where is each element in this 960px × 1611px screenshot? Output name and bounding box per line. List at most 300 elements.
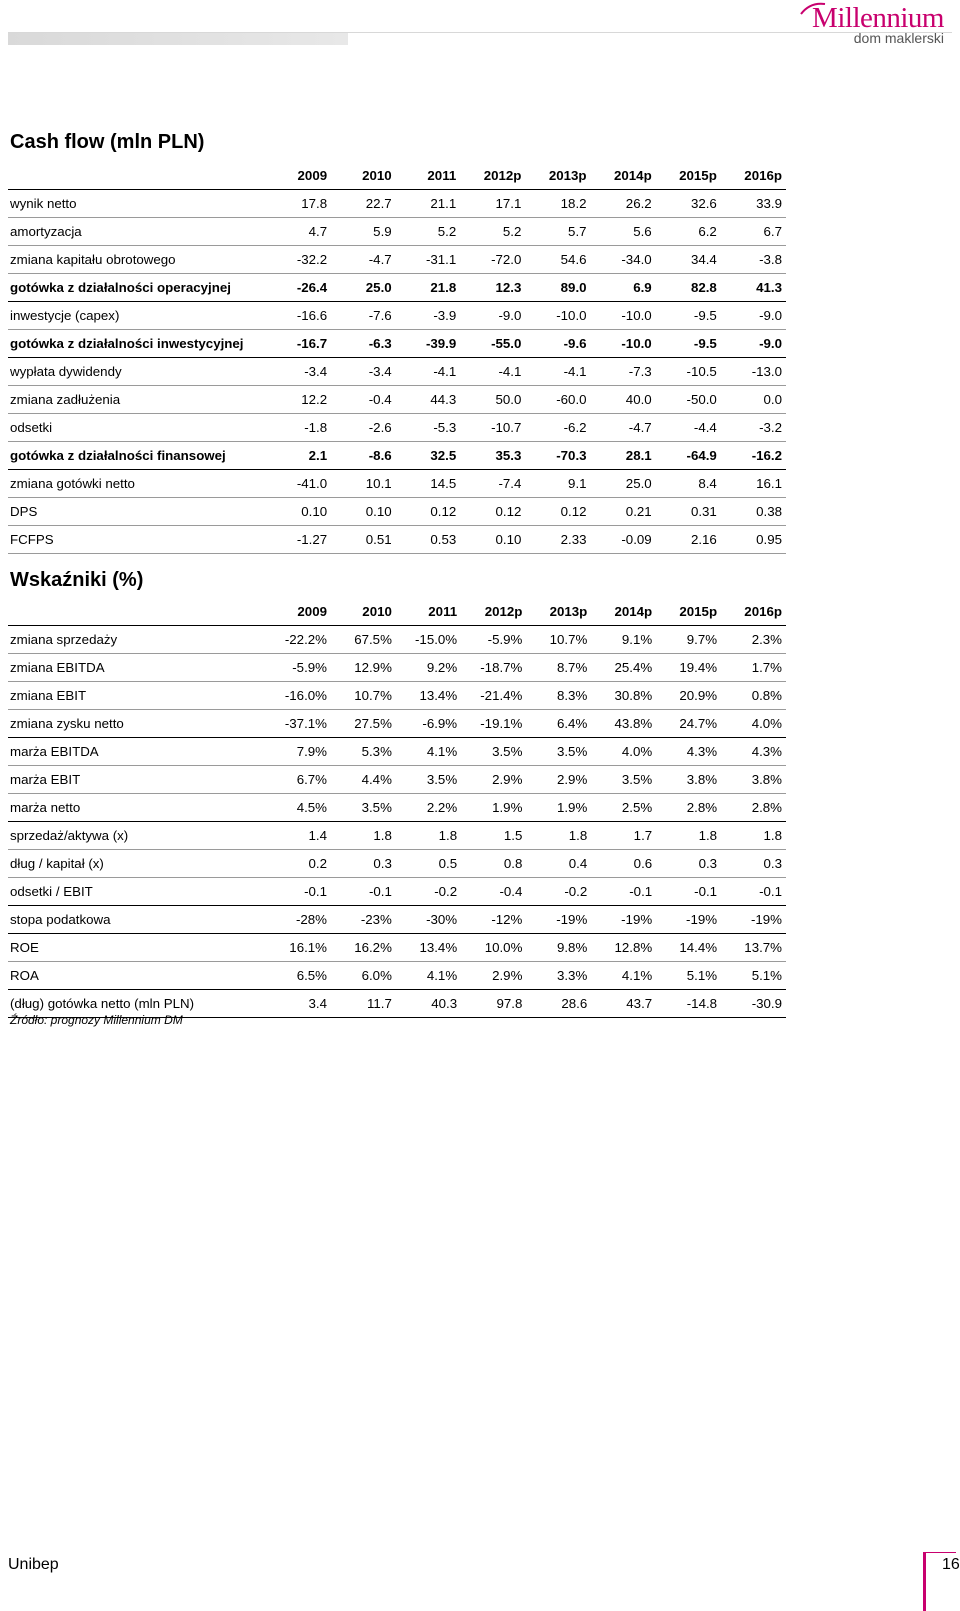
table-cell: 0.0 <box>721 386 786 414</box>
table-cell: 43.7 <box>591 990 656 1018</box>
row-label: zmiana EBIT <box>8 682 266 710</box>
table-row <box>8 498 786 526</box>
column-header: 2010 <box>331 598 396 626</box>
table-cell: -3.2 <box>721 414 786 442</box>
table-cell: -5.9% <box>266 654 331 682</box>
table-cell: -6.3 <box>331 330 396 358</box>
column-header: 2009 <box>266 598 331 626</box>
table-cell: 1.8 <box>396 822 461 850</box>
footer-accent-rule <box>926 1552 956 1553</box>
table-cell: 0.8% <box>721 682 786 710</box>
table-cell: -3.8 <box>721 246 786 274</box>
table-cell: 0.4 <box>526 850 591 878</box>
table-row <box>8 246 786 274</box>
table-cell: 4.7 <box>267 218 332 246</box>
column-header: 2012p <box>461 598 526 626</box>
table-cell: 4.1% <box>396 738 461 766</box>
column-header: 2016p <box>721 598 786 626</box>
table-cell: -39.9 <box>396 330 461 358</box>
table-cell: -10.5 <box>656 358 721 386</box>
header-label-cell <box>8 162 267 190</box>
table-cell: 19.4% <box>656 654 721 682</box>
table-cell: 1.8 <box>526 822 591 850</box>
table-cell: 89.0 <box>525 274 590 302</box>
table-row <box>8 906 786 934</box>
table-cell: -4.7 <box>331 246 396 274</box>
table-cell: -2.6 <box>331 414 396 442</box>
row-label: marża EBITDA <box>8 738 266 766</box>
row-label: odsetki / EBIT <box>8 878 266 906</box>
table-cell: 5.1% <box>656 962 721 990</box>
table-cell: 0.12 <box>396 498 461 526</box>
table-cell: -10.0 <box>591 330 656 358</box>
table-cell: -10.0 <box>591 302 656 330</box>
table-cell: 34.4 <box>656 246 721 274</box>
table-cell: -19% <box>721 906 786 934</box>
table-cell: 2.9% <box>526 766 591 794</box>
table-cell: 13.4% <box>396 934 461 962</box>
table-cell: 5.6 <box>591 218 656 246</box>
table-cell: -19.1% <box>461 710 526 738</box>
table-cell: -4.1 <box>460 358 525 386</box>
cashflow-title: Cash flow (mln PLN) <box>10 131 205 153</box>
table-cell: 6.0% <box>331 962 396 990</box>
table-cell: 0.10 <box>331 498 396 526</box>
table-cell: 44.3 <box>396 386 461 414</box>
brand-name: Millennium <box>812 2 944 34</box>
table-cell: 1.8 <box>331 822 396 850</box>
table-cell: -7.3 <box>591 358 656 386</box>
table-header-row <box>8 598 786 626</box>
table-cell: -9.0 <box>721 302 786 330</box>
table-cell: 1.7% <box>721 654 786 682</box>
table-cell: 1.8 <box>721 822 786 850</box>
table-cell: -19% <box>591 906 656 934</box>
table-cell: 6.5% <box>266 962 331 990</box>
table-cell: -7.4 <box>460 470 525 498</box>
table-cell: 5.3% <box>331 738 396 766</box>
table-cell: -23% <box>331 906 396 934</box>
column-header: 2014p <box>591 598 656 626</box>
table-cell: 8.4 <box>656 470 721 498</box>
table-cell: -0.2 <box>526 878 591 906</box>
table-cell: -21.4% <box>461 682 526 710</box>
table-cell: -3.9 <box>396 302 461 330</box>
table-cell: -10.0 <box>525 302 590 330</box>
row-label: odsetki <box>8 414 267 442</box>
table-cell: 2.5% <box>591 794 656 822</box>
table-cell: -0.4 <box>331 386 396 414</box>
table-cell: 4.5% <box>266 794 331 822</box>
table-cell: 1.9% <box>461 794 526 822</box>
table-cell: 41.3 <box>721 274 786 302</box>
table-cell: 0.2 <box>266 850 331 878</box>
table-cell: 82.8 <box>656 274 721 302</box>
header-label-cell <box>8 598 266 626</box>
row-label: zmiana gotówki netto <box>8 470 267 498</box>
table-cell: 22.7 <box>331 190 396 218</box>
table-cell: 3.8% <box>656 766 721 794</box>
table-cell: 0.12 <box>525 498 590 526</box>
table-cell: -8.6 <box>331 442 396 470</box>
table-cell: 9.2% <box>396 654 461 682</box>
table-cell: 2.33 <box>525 526 590 554</box>
table-cell: 6.2 <box>656 218 721 246</box>
table-cell: 3.5% <box>396 766 461 794</box>
table-cell: 0.5 <box>396 850 461 878</box>
table-cell: -12% <box>461 906 526 934</box>
table-cell: -13.0 <box>721 358 786 386</box>
table-row <box>8 274 786 302</box>
table-cell: -0.1 <box>266 878 331 906</box>
table-cell: 2.8% <box>721 794 786 822</box>
row-label: dług / kapitał (x) <box>8 850 266 878</box>
row-label: inwestycje (capex) <box>8 302 267 330</box>
table-row <box>8 682 786 710</box>
table-cell: 13.4% <box>396 682 461 710</box>
table-cell: 0.8 <box>461 850 526 878</box>
table-cell: 16.1 <box>721 470 786 498</box>
table-cell: 5.7 <box>525 218 590 246</box>
table-cell: -0.1 <box>721 878 786 906</box>
table-cell: -50.0 <box>656 386 721 414</box>
table-cell: 9.1 <box>525 470 590 498</box>
table-cell: -3.4 <box>267 358 332 386</box>
table-cell: 26.2 <box>591 190 656 218</box>
table-cell: -4.1 <box>525 358 590 386</box>
table-cell: -5.3 <box>396 414 461 442</box>
table-cell: 0.3 <box>721 850 786 878</box>
row-label: gotówka z działalności finansowej <box>8 442 267 470</box>
cashflow-table <box>8 162 786 554</box>
table-cell: 10.7% <box>526 626 591 654</box>
table-cell: 13.7% <box>721 934 786 962</box>
table-cell: 2.8% <box>656 794 721 822</box>
table-cell: -31.1 <box>396 246 461 274</box>
table-cell: 3.5% <box>331 794 396 822</box>
table-cell: 17.1 <box>460 190 525 218</box>
table-cell: 0.12 <box>460 498 525 526</box>
table-cell: 16.2% <box>331 934 396 962</box>
page-number: 16 <box>942 1556 960 1573</box>
column-header: 2016p <box>721 162 786 190</box>
table-cell: 2.16 <box>656 526 721 554</box>
table-cell: 0.10 <box>267 498 332 526</box>
table-cell: -18.7% <box>461 654 526 682</box>
table-cell: 25.4% <box>591 654 656 682</box>
table-cell: 5.2 <box>460 218 525 246</box>
column-header: 2014p <box>591 162 656 190</box>
table-cell: 28.1 <box>591 442 656 470</box>
table-cell: -55.0 <box>460 330 525 358</box>
column-header: 2012p <box>460 162 525 190</box>
table-cell: 1.8 <box>656 822 721 850</box>
table-row <box>8 934 786 962</box>
table-row <box>8 766 786 794</box>
table-cell: -9.0 <box>721 330 786 358</box>
table-cell: 0.21 <box>591 498 656 526</box>
table-row <box>8 878 786 906</box>
table-cell: 5.9 <box>331 218 396 246</box>
table-cell: 25.0 <box>591 470 656 498</box>
table-cell: -19% <box>526 906 591 934</box>
column-header: 2009 <box>267 162 332 190</box>
table-cell: 32.6 <box>656 190 721 218</box>
table-cell: -5.9% <box>461 626 526 654</box>
table-row <box>8 330 786 358</box>
brand-subtitle: dom maklerski <box>853 30 944 46</box>
table-cell: 17.8 <box>267 190 332 218</box>
table-cell: -41.0 <box>267 470 332 498</box>
table-cell: -34.0 <box>591 246 656 274</box>
table-cell: 28.6 <box>526 990 591 1018</box>
table-cell: -1.8 <box>267 414 332 442</box>
table-cell: -0.1 <box>656 878 721 906</box>
table-cell: 12.9% <box>331 654 396 682</box>
table-cell: -72.0 <box>460 246 525 274</box>
table-cell: 0.31 <box>656 498 721 526</box>
table-cell: 67.5% <box>331 626 396 654</box>
table-cell: 2.1 <box>267 442 332 470</box>
table-cell: 4.1% <box>591 962 656 990</box>
column-header: 2011 <box>396 598 461 626</box>
row-label: FCFPS <box>8 526 267 554</box>
table-cell: 0.3 <box>656 850 721 878</box>
column-header: 2015p <box>656 162 721 190</box>
table-cell: 97.8 <box>461 990 526 1018</box>
table-cell: 0.38 <box>721 498 786 526</box>
table-cell: 25.0 <box>331 274 396 302</box>
table-cell: 21.8 <box>396 274 461 302</box>
row-label: zmiana sprzedaży <box>8 626 266 654</box>
table-cell: -4.7 <box>591 414 656 442</box>
table-cell: -60.0 <box>525 386 590 414</box>
row-label: sprzedaż/aktywa (x) <box>8 822 266 850</box>
table-cell: -0.2 <box>396 878 461 906</box>
table-cell: -9.5 <box>656 330 721 358</box>
table-cell: -19% <box>656 906 721 934</box>
table-cell: 12.3 <box>460 274 525 302</box>
row-label: amortyzacja <box>8 218 267 246</box>
table-cell: -14.8 <box>656 990 721 1018</box>
table-cell: -26.4 <box>267 274 332 302</box>
table-row <box>8 386 786 414</box>
table-cell: -10.7 <box>460 414 525 442</box>
column-header: 2010 <box>331 162 396 190</box>
table-cell: 8.3% <box>526 682 591 710</box>
table-row <box>8 414 786 442</box>
table-cell: 4.3% <box>656 738 721 766</box>
table-cell: -16.6 <box>267 302 332 330</box>
row-label: ROA <box>8 962 266 990</box>
footer-accent-line <box>923 1552 926 1611</box>
row-label: gotówka z działalności inwestycyjnej <box>8 330 267 358</box>
table-cell: -0.1 <box>331 878 396 906</box>
table-cell: 0.51 <box>331 526 396 554</box>
table-cell: 18.2 <box>525 190 590 218</box>
table-cell: 16.1% <box>266 934 331 962</box>
row-label: stopa podatkowa <box>8 906 266 934</box>
table-cell: 2.2% <box>396 794 461 822</box>
table-cell: 40.3 <box>396 990 461 1018</box>
table-cell: -37.1% <box>266 710 331 738</box>
table-cell: -0.1 <box>591 878 656 906</box>
table-row <box>8 710 786 738</box>
table-cell: 32.5 <box>396 442 461 470</box>
table-cell: -9.6 <box>525 330 590 358</box>
table-cell: -15.0% <box>396 626 461 654</box>
table-cell: -7.6 <box>331 302 396 330</box>
table-cell: 5.2 <box>396 218 461 246</box>
table-cell: 1.4 <box>266 822 331 850</box>
table-cell: 35.3 <box>460 442 525 470</box>
table-cell: 1.5 <box>461 822 526 850</box>
table-cell: 9.1% <box>591 626 656 654</box>
table-cell: 0.3 <box>331 850 396 878</box>
table-cell: -9.5 <box>656 302 721 330</box>
table-header-row <box>8 162 786 190</box>
table-cell: 21.1 <box>396 190 461 218</box>
column-header: 2011 <box>396 162 461 190</box>
table-cell: 10.0% <box>461 934 526 962</box>
table-cell: -22.2% <box>266 626 331 654</box>
ratios-title: Wskaźniki (%) <box>10 569 144 591</box>
table-row <box>8 190 786 218</box>
table-cell: 43.8% <box>591 710 656 738</box>
row-label: zmiana EBITDA <box>8 654 266 682</box>
table-cell: -4.1 <box>396 358 461 386</box>
row-label: marża EBIT <box>8 766 266 794</box>
table-cell: 12.2 <box>267 386 332 414</box>
table-row <box>8 526 786 554</box>
table-row <box>8 470 786 498</box>
table-cell: 20.9% <box>656 682 721 710</box>
table-row <box>8 302 786 330</box>
table-cell: 6.7 <box>721 218 786 246</box>
table-row <box>8 962 786 990</box>
table-cell: -6.2 <box>525 414 590 442</box>
row-label: ROE <box>8 934 266 962</box>
table-cell: 6.9 <box>591 274 656 302</box>
table-cell: 0.10 <box>460 526 525 554</box>
table-cell: 3.5% <box>461 738 526 766</box>
footer-company: Unibep <box>8 1556 59 1573</box>
table-cell: 3.4 <box>266 990 331 1018</box>
row-label: wynik netto <box>8 190 267 218</box>
table-row <box>8 850 786 878</box>
row-label: DPS <box>8 498 267 526</box>
table-cell: 9.7% <box>656 626 721 654</box>
table-cell: 14.5 <box>396 470 461 498</box>
table-cell: 33.9 <box>721 190 786 218</box>
row-label: wypłata dywidendy <box>8 358 267 386</box>
table-cell: 10.1 <box>331 470 396 498</box>
table-cell: -16.7 <box>267 330 332 358</box>
table-cell: 24.7% <box>656 710 721 738</box>
table-cell: 5.1% <box>721 962 786 990</box>
table-cell: 1.7 <box>591 822 656 850</box>
table-cell: 7.9% <box>266 738 331 766</box>
table-row <box>8 626 786 654</box>
brand-logo <box>790 0 950 50</box>
table-cell: 2.9% <box>461 962 526 990</box>
table-cell: 2.9% <box>461 766 526 794</box>
table-cell: 3.8% <box>721 766 786 794</box>
row-label: zmiana kapitału obrotowego <box>8 246 267 274</box>
row-label: marża netto <box>8 794 266 822</box>
table-row <box>8 794 786 822</box>
table-cell: -3.4 <box>331 358 396 386</box>
table-cell: -32.2 <box>267 246 332 274</box>
row-label: gotówka z działalności operacyjnej <box>8 274 267 302</box>
ratios-table <box>8 598 786 1018</box>
table-cell: -0.09 <box>591 526 656 554</box>
table-cell: 54.6 <box>525 246 590 274</box>
table-cell: -9.0 <box>460 302 525 330</box>
table-cell: -30.9 <box>721 990 786 1018</box>
table-row <box>8 218 786 246</box>
table-cell: 1.9% <box>526 794 591 822</box>
table-cell: 2.3% <box>721 626 786 654</box>
table-cell: -4.4 <box>656 414 721 442</box>
table-cell: 11.7 <box>331 990 396 1018</box>
table-cell: 4.0% <box>591 738 656 766</box>
table-cell: -70.3 <box>525 442 590 470</box>
column-header: 2013p <box>525 162 590 190</box>
table-cell: 4.0% <box>721 710 786 738</box>
table-cell: -30% <box>396 906 461 934</box>
table-cell: -0.4 <box>461 878 526 906</box>
table-cell: 3.3% <box>526 962 591 990</box>
table-cell: -64.9 <box>656 442 721 470</box>
table-cell: 12.8% <box>591 934 656 962</box>
table-row <box>8 442 786 470</box>
table-cell: 27.5% <box>331 710 396 738</box>
column-header: 2013p <box>526 598 591 626</box>
table-cell: 9.8% <box>526 934 591 962</box>
table-cell: 4.4% <box>331 766 396 794</box>
table-cell: -6.9% <box>396 710 461 738</box>
table-cell: -1.27 <box>267 526 332 554</box>
table-cell: 3.5% <box>526 738 591 766</box>
table-cell: 14.4% <box>656 934 721 962</box>
table-cell: 6.4% <box>526 710 591 738</box>
table-cell: -16.2 <box>721 442 786 470</box>
table-cell: 30.8% <box>591 682 656 710</box>
table-cell: -16.0% <box>266 682 331 710</box>
table-cell: 4.1% <box>396 962 461 990</box>
table-cell: 40.0 <box>591 386 656 414</box>
table-cell: 10.7% <box>331 682 396 710</box>
table-cell: 0.6 <box>591 850 656 878</box>
table-cell: 4.3% <box>721 738 786 766</box>
table-cell: 50.0 <box>460 386 525 414</box>
row-label: zmiana zadłużenia <box>8 386 267 414</box>
table-cell: 0.95 <box>721 526 786 554</box>
table-row <box>8 738 786 766</box>
table-row <box>8 654 786 682</box>
table-cell: 0.53 <box>396 526 461 554</box>
row-label: (dług) gotówka netto (mln PLN) <box>8 990 266 1018</box>
header-bar <box>8 33 348 45</box>
source-note: Źródło: prognozy Millennium DM <box>10 1013 183 1027</box>
table-cell: 6.7% <box>266 766 331 794</box>
table-cell: 8.7% <box>526 654 591 682</box>
table-cell: 3.5% <box>591 766 656 794</box>
row-label: zmiana zysku netto <box>8 710 266 738</box>
table-row <box>8 358 786 386</box>
table-cell: -28% <box>266 906 331 934</box>
